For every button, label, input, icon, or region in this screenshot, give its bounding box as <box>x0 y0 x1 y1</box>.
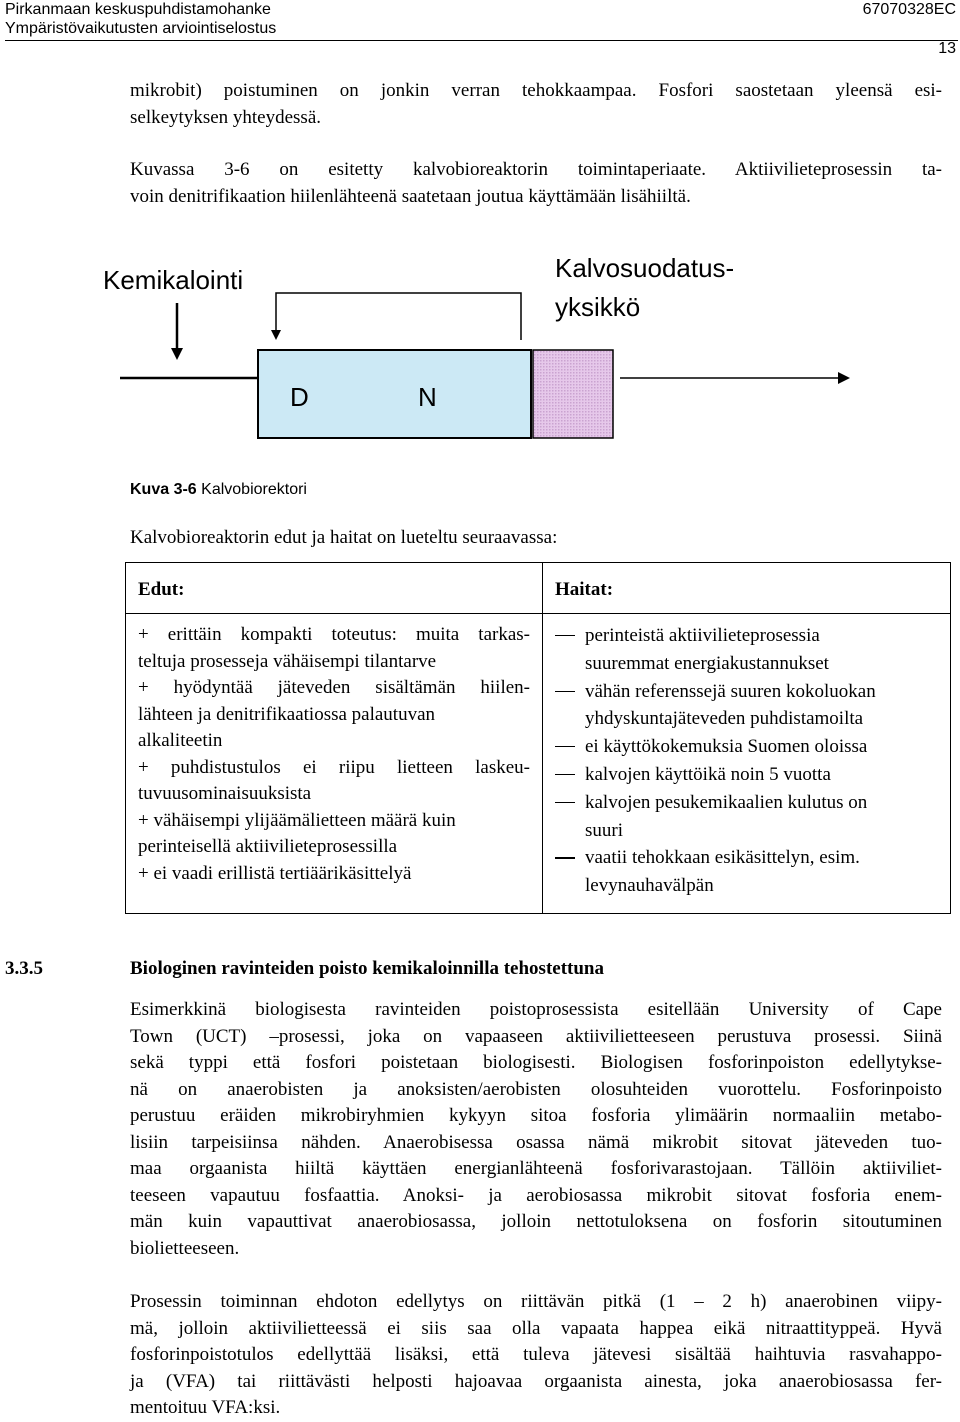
recirculation-line <box>276 293 521 340</box>
list-item: + puhdistustulos ei riipu lietteen laskeu- <box>138 756 530 778</box>
list-item: lähteen ja denitrifikaatiossa palautuvan <box>138 703 436 725</box>
list-item: + erittäin kompakti toteutus: muita tarkas- <box>138 624 530 645</box>
text-line: mä, jolloin aktiivilietteessä ei siis saa olla vapaata happea eikä nitraattityppeä. Hyvä <box>130 1317 942 1339</box>
outflow-arrow-head <box>838 372 850 384</box>
list-item: kalvojen pesukemikaalien kulutus on suuri <box>555 789 938 845</box>
text-line: Kuvassa 3-6 on esitetty kalvobioreaktorin toimintaperiaate. Aktiivilieteprosessin ta- <box>130 159 942 180</box>
nitrification-zone-label: N <box>418 382 437 412</box>
list-item: perinteistä aktiivilieteprosessia suuremmat energiakustannukset <box>555 622 938 678</box>
text-line: ja (VFA) tai riittävästi helposti hajoavaa orgaanista ainesta, joka anaerobiosassa fer- <box>130 1370 942 1392</box>
caption-text: Kalvobiorektori <box>201 481 307 498</box>
membrane-unit-label-1: Kalvosuodatus- <box>555 253 735 283</box>
pros-header: Edut: <box>138 579 185 600</box>
text-line: Prosessin toiminnan ehdoton edellytys on riittävän pitkä (1 – 2 h) anaerobinen viipy- <box>130 1291 942 1312</box>
pros-cons-table <box>125 562 951 914</box>
list-item: + hyödyntää jäteveden sisältämän hiilen- <box>138 677 530 698</box>
text-line: nä on anaerobisten ja anoksisten/aerobisten olosuhteiden vuorottelu. Fosforinpoisto <box>130 1078 942 1100</box>
pros-cell <box>126 614 543 914</box>
header-doc-code: 67070328EC <box>862 1 956 18</box>
list-item: kalvojen käyttöikä noin 5 vuotta <box>555 761 938 789</box>
text-line: sekä typpi että fosfori poistetaan biologisesti. Biologisen fosforinpoiston edellytykse- <box>130 1052 942 1073</box>
denitrification-zone-label: D <box>290 382 309 412</box>
page-number: 13 <box>938 40 956 57</box>
dash-bullet <box>555 857 575 858</box>
text-line: män kuin vapauttivat anaerobiosassa, jolloin nettotuloksena on fosforin sitoutuminen <box>130 1211 942 1232</box>
dash-bullet <box>555 774 575 775</box>
chemical-dosing-label: Kemikalointi <box>103 265 244 295</box>
cons-header-cell <box>543 563 951 614</box>
text-line: mentoituu VFA:ksi. <box>130 1397 281 1418</box>
text-line: maa orgaanista hiiltä käyttäen energianlähteenä fosforivarastojaan. Tällöin aktiiviliet- <box>130 1158 942 1179</box>
list-item: ei käyttökokemuksia Suomen oloissa <box>555 733 938 761</box>
text-line: perustuu eräiden mikrobiryhmien kykyyn sitoa fosforia ylimäärin normaaliin metabo- <box>130 1105 942 1126</box>
membrane-unit-label-2: yksikkö <box>555 292 641 322</box>
text-line: Esimerkkinä biologisesta ravinteiden poistoprosessista esitellään University of Cape <box>130 999 942 1020</box>
cons-list <box>543 614 950 900</box>
dash-bullet <box>555 691 575 692</box>
membrane-module <box>533 350 613 438</box>
recirculation-arrow-head <box>271 330 281 340</box>
cons-cell <box>543 614 951 914</box>
membrane-bioreactor-diagram <box>0 0 960 470</box>
text-line: teeseen vapautuu fosfaattia. Anoksi- ja aerobiosassa mikrobit sitovat fosforia enem- <box>130 1184 942 1206</box>
dash-bullet <box>555 635 575 636</box>
list-item: tuvuusominaisuuksista <box>138 783 312 804</box>
section-paragraph-1 <box>130 997 942 1262</box>
header-doc-title: Ympäristövaikutusten arviointiselostus <box>5 20 277 37</box>
section-paragraph-2 <box>130 1289 942 1422</box>
text-line: lisiin tarpeisiinsa nähden. Anaerobisessa osassa nämä mikrobit sitovat jäteveden tuo- <box>130 1131 942 1153</box>
list-item: + ei vaadi erillistä tertiäärikäsittelyä <box>138 862 412 884</box>
list-item: + vähäisempi ylijäämälietteen määrä kuin <box>138 809 456 831</box>
pros-header-cell <box>126 563 543 614</box>
list-item: vähän referenssejä suuren kokoluokan yhdyskuntajäteveden puhdistamoilta <box>555 678 938 734</box>
list-item: teltuja prosesseja vähäisempi tilantarve <box>138 650 437 672</box>
text-line: fosforinpoistotulos edellyttää lisäksi, että tuleva jätevesi sisältää haihtuvia rasvahappo- <box>130 1344 942 1365</box>
pros-list <box>126 614 542 913</box>
text-line: selkeytyksen yhteydessä. <box>130 106 322 128</box>
caption-number: Kuva 3-6 <box>130 481 197 498</box>
list-item: perinteisellä aktiivilieteprosessilla <box>138 836 398 857</box>
text-line: voin denitrifikaation hiilenlähteenä saatetaan joutua käyttämään lisähiiltä. <box>130 185 691 207</box>
section-title: Biologinen ravinteiden poisto kemikaloinnilla tehostettuna <box>130 958 604 979</box>
dosing-arrow-head <box>171 348 183 360</box>
dash-bullet <box>555 746 575 747</box>
table-intro: Kalvobioreaktorin edut ja haitat on lueteltu seuraavassa: <box>130 527 558 548</box>
text-line: Town (UCT) –prosessi, joka on vapaaseen aktiivilietteeseen perustuva prosessi. Siinä <box>130 1025 942 1047</box>
section-number: 3.3.5 <box>5 958 43 979</box>
dash-bullet <box>555 802 575 803</box>
cons-header: Haitat: <box>555 579 614 600</box>
list-item: alkaliteetin <box>138 730 223 751</box>
list-item: vaatii tehokkaan esikäsittelyn, esim. levynauhavälpän <box>555 844 938 900</box>
figure-caption <box>130 481 307 499</box>
text-line: biolietteeseen. <box>130 1237 240 1259</box>
header-org: Pirkanmaan keskuspuhdistamohanke <box>5 1 271 18</box>
text-line: mikrobit) poistuminen on jonkin verran tehokkaampaa. Fosfori saostetaan yleensä esi- <box>130 80 942 101</box>
